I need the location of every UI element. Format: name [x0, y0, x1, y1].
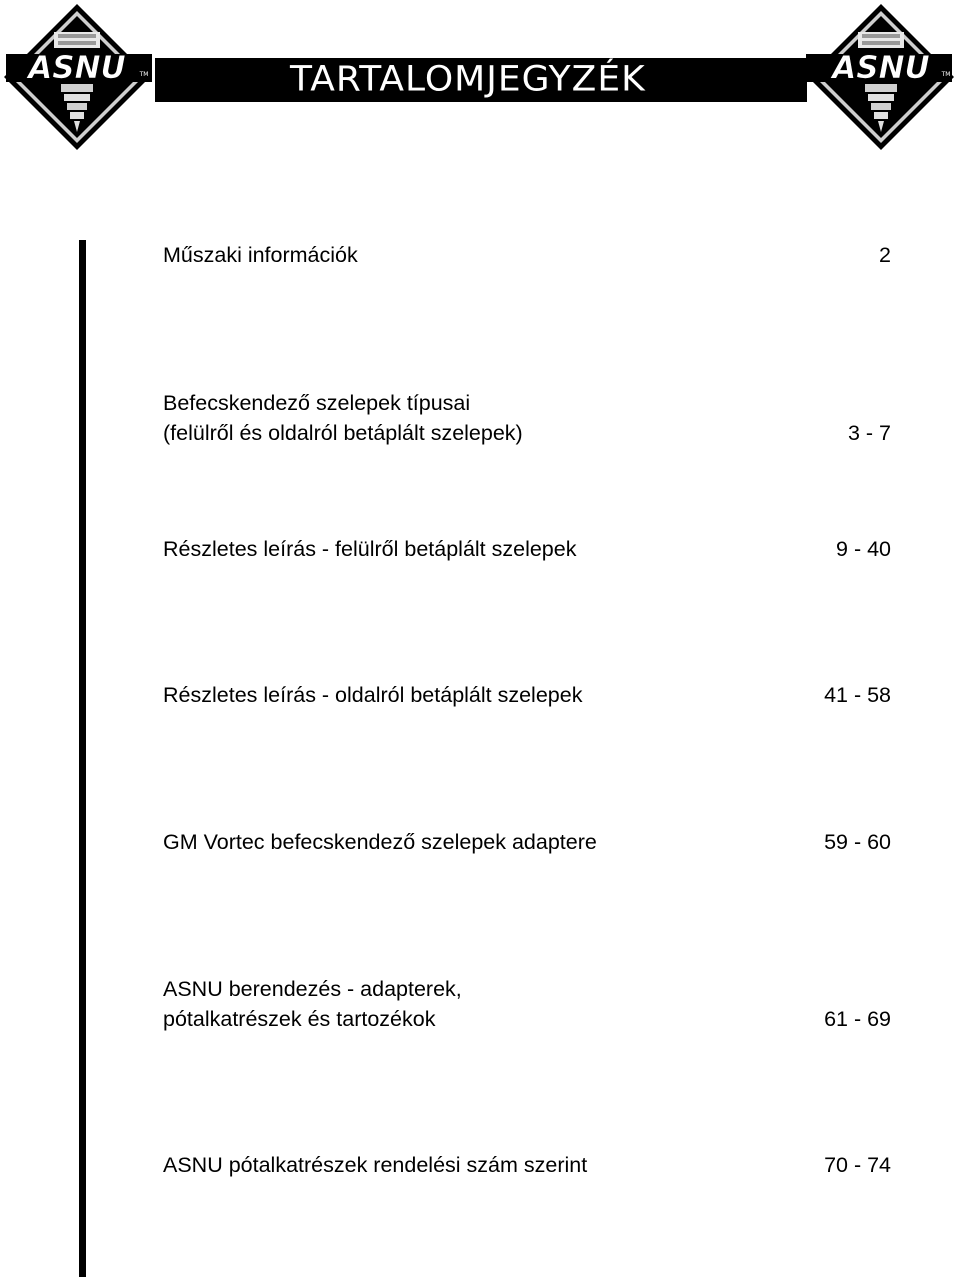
toc-entry-title — [163, 240, 763, 270]
toc-line: pótalkatrészek és tartozékok — [163, 1007, 436, 1031]
toc-line: GM Vortec befecskendező szelepek adaptere — [163, 830, 597, 854]
asnu-logo-left — [2, 2, 152, 152]
toc-line: (felülről és oldalról betáplált szelepek) — [163, 421, 523, 445]
logo-text: ASNU — [28, 50, 126, 86]
toc-entry-pages: 3 - 7 — [847, 421, 891, 445]
toc-entry-pages: 70 - 74 — [824, 1153, 891, 1177]
toc-entry-pages: 2 — [879, 243, 891, 267]
toc-entry-title — [163, 827, 763, 857]
asnu-logo-right — [806, 2, 956, 152]
toc-entry-title — [163, 974, 763, 1034]
page-title: TARTALOMJEGYZÉK — [290, 59, 646, 100]
toc-entry-title — [163, 388, 763, 448]
logo-tm: TM — [139, 71, 149, 78]
logo-text: ASNU — [832, 50, 930, 86]
left-margin-rule — [79, 240, 86, 1277]
toc-entry-pages: 41 - 58 — [824, 683, 891, 707]
toc-entry-title — [163, 534, 763, 564]
toc-line: Részletes leírás - oldalról betáplált szelepek — [163, 683, 583, 707]
logo-tm: TM — [941, 71, 951, 78]
toc-line: ASNU berendezés - adapterek, — [163, 977, 462, 1001]
toc-entry-title — [163, 1150, 763, 1180]
toc-line: Műszaki információk — [163, 243, 358, 267]
toc-line: Befecskendező szelepek típusai — [163, 391, 471, 415]
toc-entry-title — [163, 680, 763, 710]
toc-line: Részletes leírás - felülről betáplált szelepek — [163, 537, 577, 561]
toc-entry-pages: 61 - 69 — [824, 1007, 891, 1031]
toc-entry-pages: 9 - 40 — [836, 537, 891, 561]
title-bar — [155, 58, 807, 102]
toc-line: ASNU pótalkatrészek rendelési szám szerint — [163, 1153, 588, 1177]
toc-entry-pages: 59 - 60 — [824, 830, 891, 854]
